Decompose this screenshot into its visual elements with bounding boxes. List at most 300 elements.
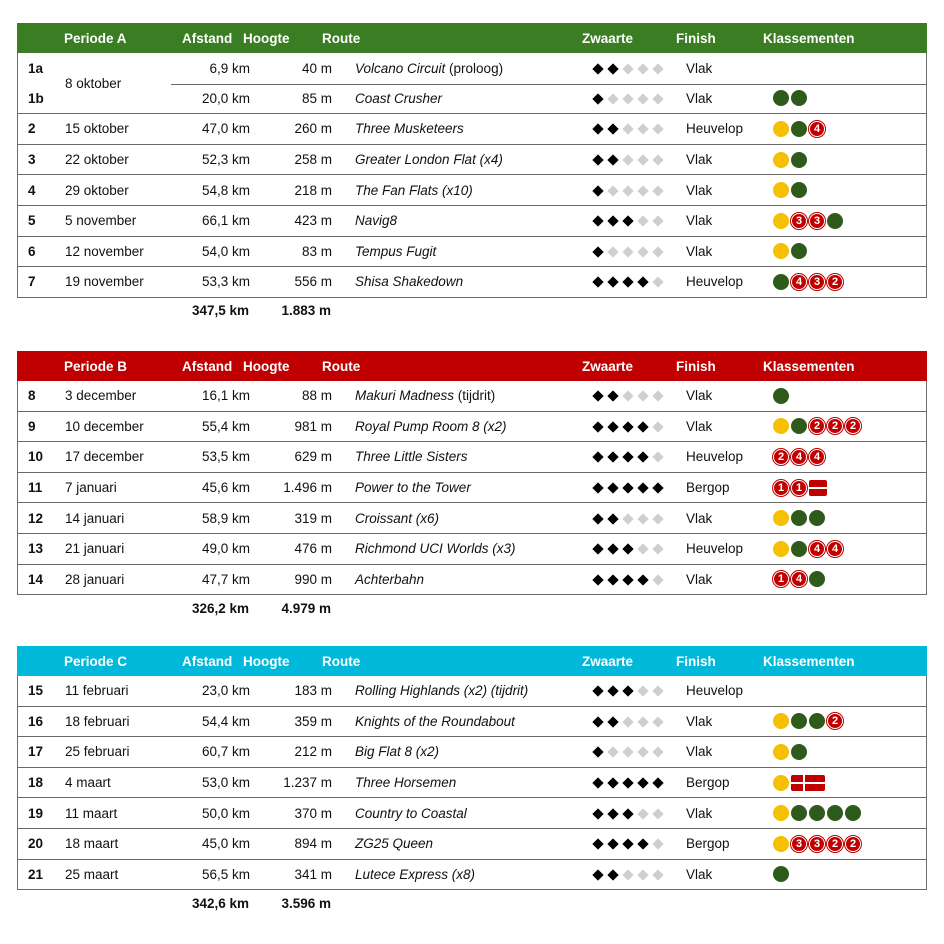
green-dot-icon [809,571,825,587]
red-number-badge: 3 [809,213,825,229]
route-note: (proloog) [445,60,504,76]
route-name: Rolling Highlands (x2) (tijdrit) [355,683,529,699]
stage-number: 17 [28,744,44,760]
table-row [18,381,926,412]
green-dot-icon [809,805,825,821]
difficulty-diamonds [592,392,664,400]
period-title: Periode C [64,653,128,669]
stage-elevation: 218 m [294,182,332,198]
difficulty-rating [592,775,686,790]
total-elevation: 4.979 m [281,600,331,616]
period-header [17,23,927,53]
classifications [773,571,926,587]
difficulty-diamonds [592,871,664,879]
diamond-icon [622,391,633,402]
stage-number: 12 [28,510,44,526]
difficulty-diamonds [592,779,664,787]
stage-route [332,744,592,759]
diamond-icon [637,482,648,493]
classifications [773,243,926,259]
total-distance: 342,6 km [191,895,249,911]
header-klassementen: Klassementen [763,30,855,46]
stage-elevation: 260 m [294,121,332,137]
diamond-icon [622,869,633,880]
diamond-icon [592,869,603,880]
red-number-badge: 3 [791,213,807,229]
stage-date: 11 februari [65,683,129,699]
stage-distance: 47,7 km [201,571,250,587]
diamond-icon [607,808,618,819]
stage-route [332,449,592,464]
stage-number: 5 [28,213,36,229]
header-route: Route [322,30,361,46]
diamond-icon [637,246,648,257]
route-name: Greater London Flat (x4) [355,152,503,168]
red-number-badge: 3 [809,836,825,852]
green-dot-icon [773,90,789,106]
classifications [773,713,926,729]
classifications [773,388,926,404]
diamond-icon [652,391,663,402]
finish-type: Vlak [686,713,713,729]
difficulty-diamonds [592,217,664,225]
red-number-badge: 4 [827,541,843,557]
diamond-icon [622,124,633,135]
route-name: Knights of the Roundabout [355,713,515,729]
difficulty-diamonds [592,187,664,195]
difficulty-diamonds [592,125,664,133]
diamond-icon [592,277,603,288]
diamond-icon [592,216,603,227]
classifications [773,449,926,465]
stage-route [332,388,592,403]
classifications [773,182,926,198]
diamond-icon [622,686,633,697]
mountain-flag-icon [791,775,825,791]
stage-distance: 23,0 km [201,683,250,699]
diamond-icon [622,216,633,227]
diamond-icon [652,513,663,524]
classifications [773,541,926,557]
diamond-icon [637,154,648,165]
stage-number: 21 [28,866,44,882]
finish-type: Heuvelop [686,449,744,465]
stage-route [332,714,592,729]
total-distance: 347,5 km [191,303,249,319]
green-dot-icon [809,510,825,526]
stage-date: 8 oktober [65,75,122,91]
difficulty-rating [592,213,686,228]
red-number-badge: 3 [809,274,825,290]
difficulty-rating [592,183,686,198]
diamond-icon [607,544,618,555]
diamond-icon [592,124,603,135]
stage-route [332,775,592,790]
table-row [18,676,926,707]
diamond-icon [622,747,633,758]
header-afstand: Afstand [182,30,233,46]
difficulty-diamonds [592,484,664,492]
green-dot-icon [773,866,789,882]
stage-elevation: 1.496 m [283,480,332,496]
stage-elevation: 88 m [301,388,332,404]
stage-distance: 53,0 km [201,775,250,791]
period-totals [17,890,927,916]
finish-type: Heuvelop [686,121,744,137]
stage-route [332,683,592,698]
stage-elevation: 423 m [294,213,332,229]
green-dot-icon [791,713,807,729]
stage-elevation: 258 m [294,152,332,168]
diamond-icon [622,185,633,196]
stage-number: 2 [28,121,36,137]
difficulty-diamonds [592,156,664,164]
route-name: Shisa Shakedown [355,274,464,290]
green-dot-icon [791,152,807,168]
diamond-icon [622,513,633,524]
diamond-icon [607,63,618,74]
header-hoogte: Hoogte [243,30,290,46]
diamond-icon [607,747,618,758]
row-divider [171,84,926,85]
route-name: Three Little Sisters [355,449,468,465]
total-elevation: 3.596 m [281,895,331,911]
diamond-icon [652,808,663,819]
diamond-icon [637,808,648,819]
red-number-badge: 4 [809,121,825,137]
stage-elevation: 319 m [294,510,332,526]
green-dot-icon [773,388,789,404]
diamond-icon [607,185,618,196]
diamond-icon [637,839,648,850]
red-number-badge: 1 [773,571,789,587]
green-dot-icon [791,243,807,259]
header-hoogte: Hoogte [243,358,290,374]
period-c [17,646,927,916]
stage-table [17,53,927,298]
stage-elevation: 556 m [294,274,332,290]
diamond-icon [637,513,648,524]
red-number-badge: 1 [773,480,789,496]
diamond-icon [622,716,633,727]
diamond-icon [607,93,618,104]
green-dot-icon [827,213,843,229]
stage-date: 25 maart [65,866,119,882]
stage-distance: 49,0 km [201,541,250,557]
diamond-icon [592,839,603,850]
stage-distance: 54,8 km [201,182,250,198]
red-number-badge: 4 [791,571,807,587]
diamond-icon [637,63,648,74]
stage-route [332,836,592,851]
stage-elevation: 370 m [294,805,332,821]
stage-number: 13 [28,541,44,557]
diamond-icon [652,421,663,432]
stage-distance: 45,0 km [201,836,250,852]
diamond-icon [652,63,663,74]
stage-number: 6 [28,243,36,259]
green-dot-icon [791,121,807,137]
diamond-icon [637,686,648,697]
classifications [773,213,926,229]
table-row [18,442,926,473]
red-number-badge: 2 [845,418,861,434]
yellow-dot-icon [773,713,789,729]
diamond-icon [607,216,618,227]
green-dot-icon [791,418,807,434]
route-name: The Fan Flats (x10) [355,182,473,198]
difficulty-diamonds [592,95,664,103]
stage-route [332,61,592,76]
difficulty-diamonds [592,840,664,848]
header-afstand: Afstand [182,653,233,669]
diamond-icon [652,93,663,104]
stage-route [332,511,592,526]
diamond-icon [652,574,663,585]
diamond-icon [607,154,618,165]
period-b [17,351,927,621]
green-dot-icon [791,182,807,198]
stage-number: 18 [28,775,44,791]
diamond-icon [592,513,603,524]
diamond-icon [652,544,663,555]
stage-distance: 6,9 km [209,60,250,76]
diamond-icon [607,124,618,135]
finish-type: Vlak [686,60,713,76]
yellow-dot-icon [773,243,789,259]
diamond-icon [637,421,648,432]
stage-number: 3 [28,152,36,168]
stage-elevation: 1.237 m [283,775,332,791]
diamond-icon [652,185,663,196]
stage-date: 3 december [65,388,137,404]
diamond-icon [637,452,648,463]
diamond-icon [607,777,618,788]
difficulty-rating [592,480,686,495]
difficulty-diamonds [592,65,664,73]
header-route: Route [322,358,361,374]
stage-number: 1a [28,60,44,76]
difficulty-rating [592,836,686,851]
diamond-icon [592,63,603,74]
difficulty-diamonds [592,278,664,286]
finish-type: Heuvelop [686,541,744,557]
red-number-badge: 3 [791,836,807,852]
green-dot-icon [827,805,843,821]
stage-table [17,381,927,595]
stage-route [332,91,592,106]
diamond-icon [622,63,633,74]
table-row [18,53,926,91]
stage-date: 15 oktober [65,121,129,137]
route-note: (tijdrit) [454,388,496,404]
total-elevation: 1.883 m [281,303,331,319]
difficulty-rating [592,572,686,587]
route-name: Volcano Circuit [355,60,446,76]
route-name: Royal Pump Room 8 (x2) [355,418,507,434]
finish-type: Vlak [686,213,713,229]
diamond-icon [607,277,618,288]
stage-number: 10 [28,449,44,465]
table-row [18,768,926,799]
period-totals [17,298,927,324]
diamond-icon [607,391,618,402]
stage-distance: 45,6 km [201,480,250,496]
stage-route [332,213,592,228]
difficulty-diamonds [592,453,664,461]
table-row [18,534,926,565]
period-header [17,351,927,381]
route-name: Makuri Madness [355,388,455,404]
stage-route [332,480,592,495]
diamond-icon [652,124,663,135]
yellow-dot-icon [773,152,789,168]
red-number-badge: 4 [809,449,825,465]
route-name: Tempus Fugit [355,243,437,259]
difficulty-diamonds [592,748,664,756]
stage-date: 12 november [65,243,144,259]
diamond-icon [637,716,648,727]
stage-date: 14 januari [65,510,125,526]
route-name: Three Musketeers [355,121,464,137]
stage-distance: 50,0 km [201,805,250,821]
stage-route [332,541,592,556]
table-row [18,267,926,298]
difficulty-rating [592,449,686,464]
stage-number: 19 [28,805,44,821]
header-zwaarte: Zwaarte [582,653,634,669]
stage-date: 17 december [65,449,144,465]
red-number-badge: 2 [827,274,843,290]
table-row [18,798,926,829]
stage-distance: 66,1 km [201,213,250,229]
stage-number: 20 [28,836,44,852]
stage-table [17,676,927,890]
difficulty-rating [592,274,686,289]
difficulty-diamonds [592,423,664,431]
route-name: Lutece Express (x8) [355,866,476,882]
red-number-badge: 4 [809,541,825,557]
green-dot-icon [791,744,807,760]
difficulty-diamonds [592,687,664,695]
stage-date: 21 januari [65,541,125,557]
table-row [18,145,926,176]
header-zwaarte: Zwaarte [582,30,634,46]
green-dot-icon [791,541,807,557]
classifications [773,418,926,434]
stage-elevation: 629 m [294,449,332,465]
stage-elevation: 212 m [294,744,332,760]
difficulty-rating [592,152,686,167]
diamond-icon [637,185,648,196]
diamond-icon [622,246,633,257]
header-route: Route [322,653,361,669]
diamond-icon [622,421,633,432]
stage-date: 19 november [65,274,144,290]
green-dot-icon [791,90,807,106]
red-number-badge: 4 [791,274,807,290]
diamond-icon [607,869,618,880]
difficulty-rating [592,388,686,403]
total-distance: 326,2 km [191,600,249,616]
difficulty-rating [592,121,686,136]
stage-date: 11 maart [65,805,118,821]
stage-number: 14 [28,571,44,587]
yellow-dot-icon [773,121,789,137]
table-row [18,860,926,891]
diamond-icon [622,482,633,493]
difficulty-rating [592,744,686,759]
stage-elevation: 183 m [294,683,332,699]
green-dot-icon [791,510,807,526]
stage-elevation: 85 m [301,90,332,106]
header-klassementen: Klassementen [763,358,855,374]
route-name: Coast Crusher [355,90,443,106]
stage-number: 15 [28,683,44,699]
diamond-icon [607,574,618,585]
stage-elevation: 981 m [294,418,332,434]
header-afstand: Afstand [182,358,233,374]
diamond-icon [607,421,618,432]
stage-distance: 54,0 km [201,243,250,259]
red-number-badge: 2 [827,418,843,434]
diamond-icon [592,808,603,819]
header-finish: Finish [676,358,716,374]
stage-date: 22 oktober [65,152,129,168]
classifications [773,805,926,821]
table-row [18,565,926,596]
green-dot-icon [809,713,825,729]
difficulty-rating [592,867,686,882]
diamond-icon [592,421,603,432]
stage-date: 18 maart [65,836,119,852]
stage-number: 11 [28,480,43,496]
difficulty-rating [592,91,686,106]
stage-number: 8 [28,388,36,404]
classifications [773,152,926,168]
route-name: Three Horsemen [355,775,457,791]
route-name: Power to the Tower [355,480,471,496]
stage-date: 7 januari [65,480,117,496]
diamond-icon [592,574,603,585]
diamond-icon [592,154,603,165]
diamond-icon [652,777,663,788]
red-number-badge: 4 [791,449,807,465]
difficulty-rating [592,714,686,729]
classifications [773,274,926,290]
finish-type: Vlak [686,182,713,198]
yellow-dot-icon [773,805,789,821]
classifications [773,836,926,852]
diamond-icon [637,93,648,104]
diamond-icon [622,154,633,165]
table-row [18,503,926,534]
diamond-icon [592,452,603,463]
diamond-icon [637,216,648,227]
stage-distance: 53,5 km [201,449,250,465]
route-name: Richmond UCI Worlds (x3) [355,541,516,557]
diamond-icon [652,452,663,463]
diamond-icon [637,544,648,555]
difficulty-diamonds [592,515,664,523]
finish-type: Heuvelop [686,683,744,699]
stage-elevation: 40 m [301,60,332,76]
diamond-icon [637,747,648,758]
diamond-icon [652,716,663,727]
stage-elevation: 341 m [294,866,332,882]
difficulty-diamonds [592,576,664,584]
diamond-icon [622,93,633,104]
